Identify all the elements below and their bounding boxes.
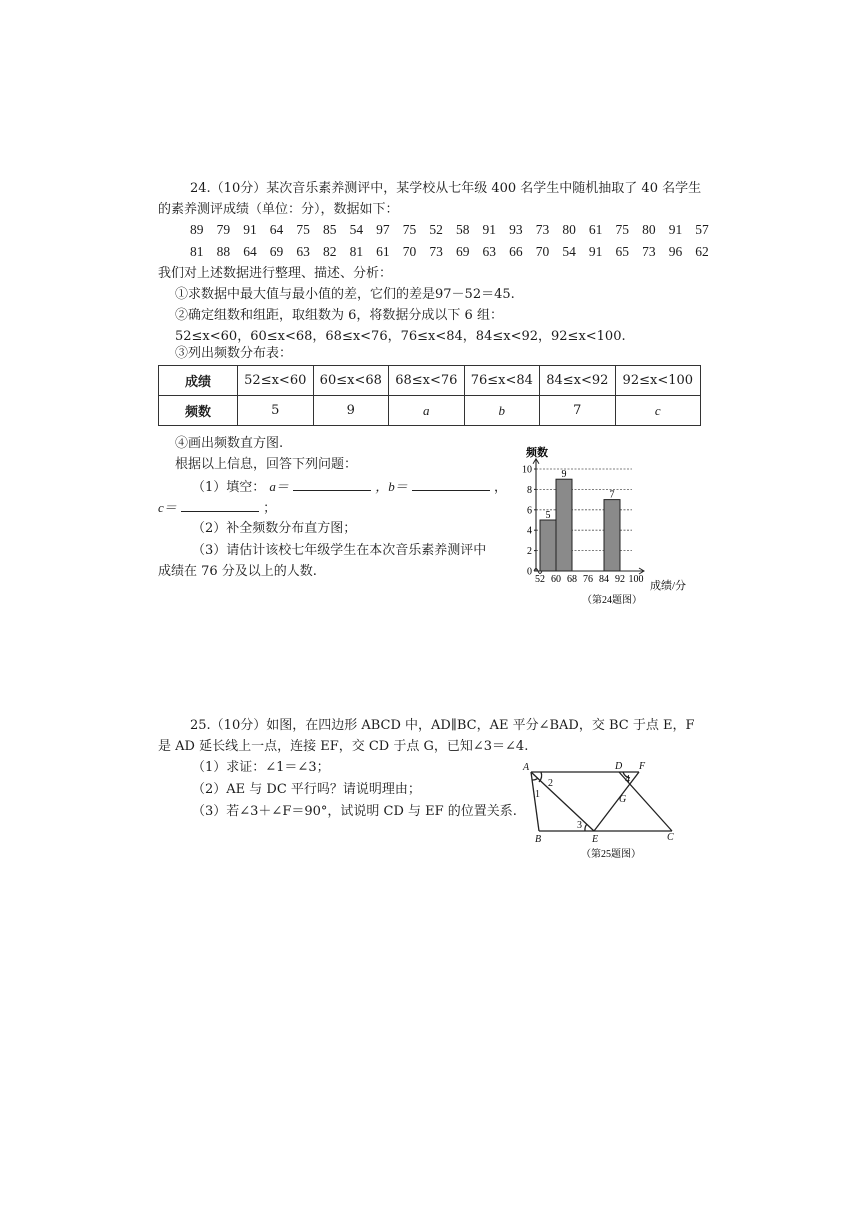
- table-cell-interval: 84≤x<92: [540, 366, 616, 396]
- data-value: 91: [243, 222, 257, 237]
- data-value: 81: [349, 244, 364, 259]
- data-value: 79: [216, 222, 231, 237]
- data-value: 58: [455, 222, 470, 237]
- histogram-bar: [540, 520, 556, 571]
- x-tick-label: 84: [599, 574, 609, 585]
- point-A-label: A: [523, 762, 530, 773]
- data-value: 80: [642, 222, 656, 237]
- q24-intro-line1: 24.（10分）某次音乐素养测评中，某学校从七年级 400 名学生中随机抽取了 40 名学生: [190, 181, 702, 196]
- histogram-xlabel: 成绩/分: [650, 580, 687, 592]
- data-value: 96: [668, 244, 683, 259]
- q24-step4: ④画出频数直方图.: [175, 436, 284, 451]
- q24-part3-line1: （3）请估计该校七年级学生在本次音乐素养测评中: [192, 543, 487, 558]
- angle-2-label: 2: [548, 778, 553, 789]
- histogram-ylabel: 频数: [526, 447, 548, 459]
- bar-data-label: 5: [545, 510, 551, 521]
- q25-part3: （3）若∠3＋∠F＝90°，试说明 CD 与 EF 的位置关系.: [192, 804, 517, 819]
- q25-part2: （2）AE 与 DC 平行吗？请说明理由；: [192, 782, 421, 797]
- data-value: 88: [216, 244, 231, 259]
- angle-mark-3: [585, 824, 587, 831]
- table-cell-count: a: [389, 396, 465, 426]
- q24-intro-line2: 的素养测评成绩（单位：分），数据如下：: [158, 202, 399, 217]
- q24-data-row-1: [190, 219, 722, 238]
- data-value: 61: [376, 244, 390, 259]
- point-G-label: G: [619, 794, 627, 805]
- data-value: 85: [322, 222, 337, 237]
- table-row-frequency: [159, 396, 701, 426]
- part1-a-label: a＝: [269, 479, 289, 494]
- part1-comma: ，: [494, 480, 508, 495]
- answer-blank-a[interactable]: [293, 476, 371, 491]
- frequency-histogram: [500, 440, 700, 620]
- table-cell-count: 7: [540, 396, 616, 426]
- data-value: 93: [509, 222, 523, 237]
- table-cell-interval: 68≤x<76: [389, 366, 465, 396]
- q25-figure-caption: （第25题图）: [581, 849, 641, 860]
- data-value: 54: [349, 222, 364, 237]
- point-E-label: E: [592, 834, 599, 845]
- histogram-bar: [556, 479, 572, 571]
- part1-b-label: ，b＝: [375, 479, 408, 494]
- angle-mark-1: [532, 778, 538, 780]
- q24-part3-line2: 成绩在 76 分及以上的人数.: [158, 564, 317, 579]
- data-value: 81: [190, 244, 204, 259]
- part1-c-label: c＝: [158, 500, 177, 515]
- q24-part1: [192, 476, 507, 498]
- x-tick-label: 68: [567, 574, 577, 585]
- y-tick-label: 8: [527, 484, 532, 496]
- q25-part1: （1）求证：∠1＝∠3；: [192, 760, 330, 775]
- angle-1-label: 1: [535, 789, 540, 800]
- q24-figure-caption: （第24题图）: [582, 595, 642, 606]
- data-value: 69: [269, 244, 284, 259]
- data-value: 73: [642, 244, 656, 259]
- q24-step1: ①求数据中最大值与最小值的差，它们的差是97－52＝45.: [175, 287, 515, 302]
- part1-label: （1）填空：: [192, 480, 266, 495]
- table-cell-count: 9: [313, 396, 389, 426]
- answer-blank-b[interactable]: [412, 476, 490, 491]
- table-header-score: 成绩: [159, 366, 238, 396]
- x-tick-label: 76: [583, 574, 593, 585]
- q25-intro-line1: 25.（10分）如图，在四边形 ABCD 中，AD∥BC，AE 平分∠BAD，交 BC 于点 E，F: [190, 718, 695, 733]
- table-cell-count: b: [464, 396, 540, 426]
- data-value: 64: [243, 244, 257, 259]
- y-tick-label: 6: [527, 505, 532, 517]
- data-value: 73: [429, 244, 443, 259]
- q24-part2: （2）补全频数分布直方图；: [192, 521, 357, 536]
- table-cell-count: c: [615, 396, 700, 426]
- x-tick-label: 52: [535, 574, 545, 585]
- bar-data-label: 7: [609, 489, 615, 501]
- data-value: 75: [296, 222, 310, 237]
- data-value: 70: [402, 244, 417, 259]
- q24-data-row-2: [190, 241, 722, 260]
- x-tick-label: 100: [628, 574, 644, 585]
- x-tick-label: 92: [615, 574, 625, 585]
- data-value: 75: [615, 222, 629, 237]
- data-value: 91: [482, 222, 497, 237]
- data-value: 82: [322, 244, 337, 259]
- histogram-bar: [604, 500, 620, 571]
- data-value: 63: [482, 244, 497, 259]
- data-value: 97: [376, 222, 390, 237]
- answer-blank-c[interactable]: [181, 497, 259, 512]
- y-tick-label: 2: [527, 546, 532, 558]
- q25-intro-line2: 是 AD 延长线上一点，连接 EF，交 CD 于点 G，已知∠3＝∠4.: [158, 739, 529, 754]
- point-C-label: C: [667, 832, 674, 843]
- angle-4-label: 4: [625, 774, 630, 785]
- data-value: 80: [562, 222, 576, 237]
- segment-EF: [594, 772, 639, 831]
- segment-AB: [531, 772, 539, 831]
- data-value: 73: [535, 222, 550, 237]
- data-value: 70: [535, 244, 550, 259]
- frequency-table: [158, 365, 701, 426]
- data-value: 64: [269, 222, 284, 237]
- data-value: 65: [615, 244, 629, 259]
- angle-3-label: 3: [577, 820, 582, 831]
- table-cell-interval: 92≤x<100: [615, 366, 700, 396]
- y-tick-label: 10: [522, 464, 532, 476]
- quadrilateral-figure: [515, 758, 690, 863]
- data-value: 52: [429, 222, 443, 237]
- data-value: 91: [668, 222, 683, 237]
- table-header-frequency: 频数: [159, 396, 238, 426]
- table-cell-interval: 60≤x<68: [313, 366, 389, 396]
- table-cell-count: 5: [238, 396, 314, 426]
- point-D-label: D: [615, 761, 623, 772]
- y-tick-label: 0: [527, 566, 532, 578]
- data-value: 69: [455, 244, 470, 259]
- bar-data-label: 9: [561, 469, 567, 481]
- point-B-label: B: [535, 834, 542, 845]
- data-value: 54: [562, 244, 576, 259]
- data-value: 63: [296, 244, 310, 259]
- q24-step2: ②确定组数和组距，取组数为 6，将数据分成以下 6 组：: [175, 308, 503, 323]
- q24-organize-text: 我们对上述数据进行整理、描述、分析：: [158, 266, 393, 281]
- q24-part1-c: [158, 497, 276, 519]
- table-row-score: [159, 366, 701, 396]
- q24-groups: 52≤x<60，60≤x<68，68≤x<76，76≤x<84，84≤x<92，92≤x<100.: [175, 329, 626, 344]
- data-value: 89: [190, 222, 204, 237]
- data-value: 61: [588, 222, 603, 237]
- q24-step3: ③列出频数分布表：: [175, 346, 293, 361]
- table-cell-interval: 52≤x<60: [238, 366, 314, 396]
- point-F-label: F: [639, 761, 646, 772]
- table-cell-interval: 76≤x<84: [464, 366, 540, 396]
- data-value: 75: [402, 222, 417, 237]
- data-value: 57: [695, 222, 709, 237]
- q24-answer-intro: 根据以上信息，回答下列问题：: [175, 457, 358, 472]
- part1-end: ；: [263, 501, 277, 516]
- data-value: 62: [695, 244, 709, 259]
- data-value: 66: [509, 244, 523, 259]
- y-tick-label: 4: [527, 525, 532, 537]
- data-value: 91: [588, 244, 603, 259]
- x-tick-label: 60: [551, 574, 561, 585]
- angle-mark-2: [539, 772, 542, 782]
